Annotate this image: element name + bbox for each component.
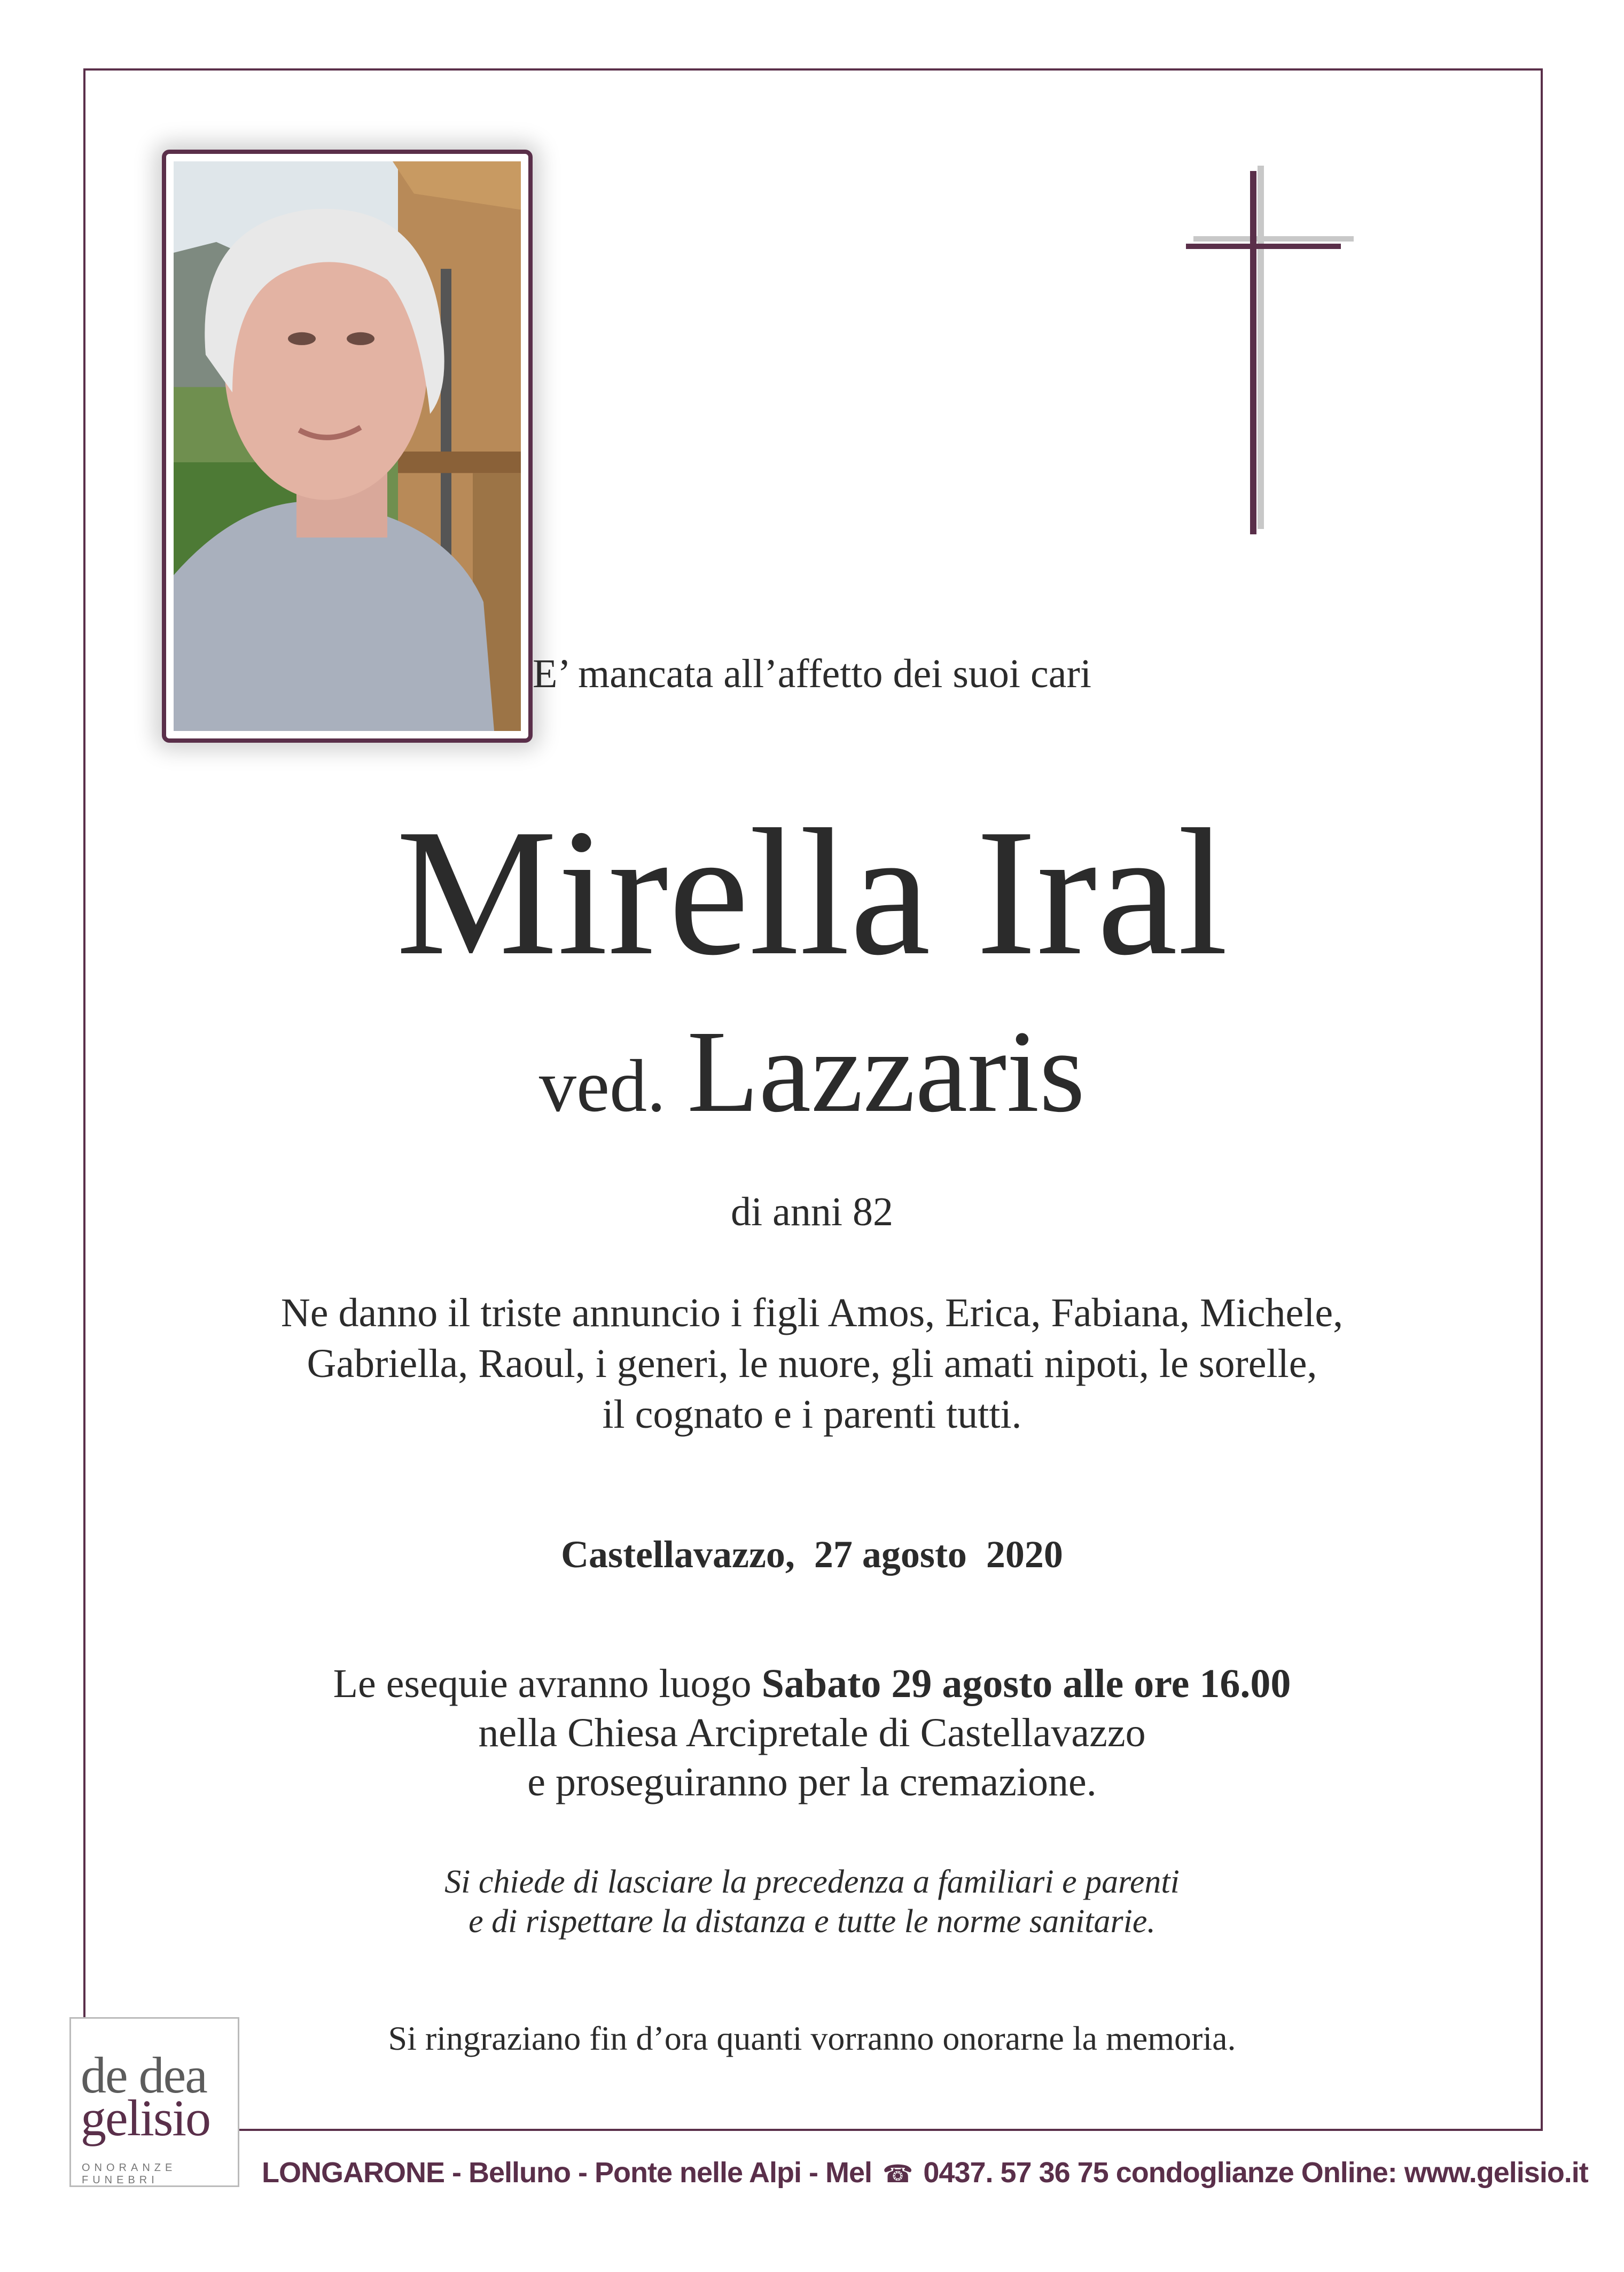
place-date: Castellavazzo, 27 agosto 2020 — [561, 1533, 1063, 1576]
widow-surname: Lazzaris — [687, 1006, 1086, 1137]
funeral-prefix: Le esequie avranno luogo — [333, 1661, 762, 1706]
health-notice — [0, 1862, 1624, 1941]
footer-online[interactable]: condoglianze Online: www.gelisio.it — [1115, 2157, 1588, 2189]
widow-prefix: ved. — [538, 1045, 666, 1127]
funeral-home-logo — [69, 2017, 239, 2187]
funeral-line-1 — [0, 1659, 1624, 1708]
widow-of — [0, 1006, 1624, 1137]
announcement-line: Gabriella, Raoul, i generi, le nuore, gli amati nipoti, le sorelle, — [307, 1341, 1317, 1386]
announcement-line: il cognato e i parenti tutti. — [602, 1392, 1022, 1437]
footer-contacts — [262, 2156, 1588, 2189]
announcement-text — [0, 1288, 1624, 1440]
age-text: di anni 82 — [731, 1189, 893, 1234]
telephone-icon: ☎ — [883, 2160, 913, 2188]
logo-text-line1: de dea — [81, 2047, 207, 2104]
funeral-line-2: nella Chiesa Arcipretale di Castellavazzo — [478, 1710, 1146, 1755]
notice-line: e di rispettare la distanza e tutte le norme sanitarie. — [469, 1903, 1155, 1940]
notice-line: Si chiede di lasciare la precedenza a familiari e parenti — [444, 1864, 1180, 1900]
logo-text-line3: ONORANZE FUNEBRI — [82, 2162, 177, 2186]
thanks-text: Si ringraziano fin d’ora quanti vorranno onorarne la memoria. — [388, 2019, 1236, 2057]
intro-text: E’ mancata all’affetto dei suoi cari — [533, 651, 1091, 696]
footer-phone: 0437. 57 36 75 — [923, 2157, 1108, 2189]
funeral-datetime: Sabato 29 agosto alle ore 16.00 — [761, 1661, 1291, 1706]
footer-locations: LONGARONE - Belluno - Ponte nelle Alpi - Mel — [262, 2157, 872, 2189]
portrait-image — [174, 161, 521, 731]
funeral-details — [0, 1659, 1624, 1807]
funeral-line-3: e proseguiranno per la cremazione. — [527, 1760, 1097, 1804]
logo-text-line2: gelisio — [81, 2089, 210, 2146]
cross-icon — [1175, 155, 1368, 540]
deceased-name: Mirella Iral — [396, 791, 1228, 993]
announcement-line: Ne danno il triste annuncio i figli Amos, Erica, Fabiana, Michele, — [280, 1290, 1344, 1335]
